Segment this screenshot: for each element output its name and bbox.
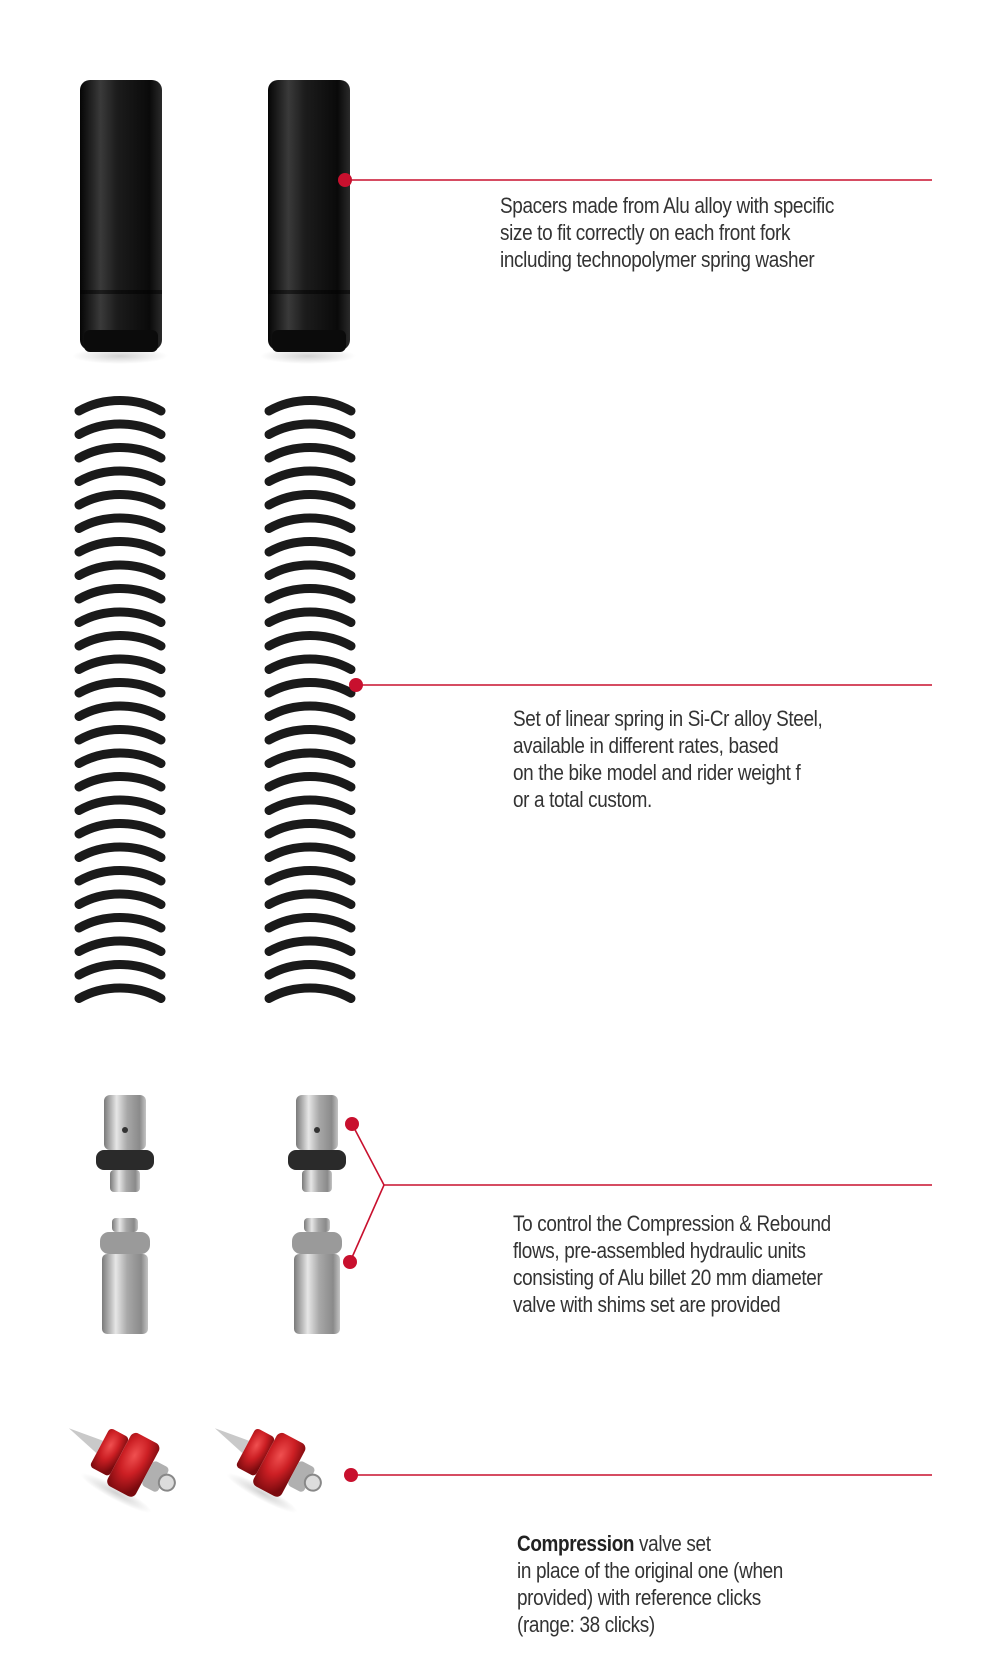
spring-coil xyxy=(269,965,351,976)
caption-line: Set of linear spring in Si-Cr alloy Steel, xyxy=(513,706,823,731)
caption-line: size to fit correctly on each front fork xyxy=(500,220,791,245)
hydraulic-valve-right xyxy=(288,1095,346,1334)
spring-coil xyxy=(79,518,161,529)
spring-coil xyxy=(269,988,351,999)
springs-caption xyxy=(513,705,822,813)
spring-coil xyxy=(79,941,161,952)
spring-coil xyxy=(269,471,351,482)
spring-left xyxy=(79,401,161,999)
spring-coil xyxy=(269,612,351,623)
caption-line: or a total custom. xyxy=(513,787,652,812)
spring-coil xyxy=(79,636,161,647)
caption-line: (range: 38 clicks) xyxy=(517,1612,655,1637)
spring-coil xyxy=(269,753,351,764)
spring-coil xyxy=(79,659,161,670)
spring-coil xyxy=(79,918,161,929)
spring-coil xyxy=(79,777,161,788)
spring-coil xyxy=(269,941,351,952)
spring-coil xyxy=(269,894,351,905)
spring-coil xyxy=(79,894,161,905)
spring-coil xyxy=(269,824,351,835)
spring-coil xyxy=(269,706,351,717)
spring-coil xyxy=(79,988,161,999)
spring-coil xyxy=(269,871,351,882)
spring-coil xyxy=(269,518,351,529)
spring-coil xyxy=(79,683,161,694)
spring-coil xyxy=(269,659,351,670)
spring-coil xyxy=(79,565,161,576)
spring-coil xyxy=(79,753,161,764)
hydraulic-caption xyxy=(513,1210,831,1318)
caption-line: consisting of Alu billet 20 mm diameter xyxy=(513,1265,823,1290)
spring-coil xyxy=(79,965,161,976)
spacer-left xyxy=(72,80,168,364)
spring-coil xyxy=(269,495,351,506)
spring-coil xyxy=(79,542,161,553)
spring-coil xyxy=(79,612,161,623)
caption-line: flows, pre-assembled hydraulic units xyxy=(513,1238,806,1263)
spring-coil xyxy=(79,871,161,882)
spacer-right xyxy=(260,80,356,364)
spring-coil xyxy=(79,401,161,412)
spring-coil xyxy=(269,730,351,741)
caption-line: including technopolymer spring washer xyxy=(500,247,815,272)
caption-bold-term: Compression xyxy=(517,1531,635,1556)
spring-coil xyxy=(79,424,161,435)
spring-coil xyxy=(269,401,351,412)
spring-coil xyxy=(269,424,351,435)
caption-line: To control the Compression & Rebound xyxy=(513,1211,831,1236)
spring-coil xyxy=(79,800,161,811)
spring-coil xyxy=(79,730,161,741)
caption-line: valve with shims set are provided xyxy=(513,1292,781,1317)
spring-coil xyxy=(269,918,351,929)
caption-line: available in different rates, based xyxy=(513,733,779,758)
compression-adjuster-left xyxy=(49,1404,188,1522)
spring-coil xyxy=(79,706,161,717)
hydraulic-valve-left xyxy=(96,1095,154,1334)
spring-coil xyxy=(79,824,161,835)
spring-right xyxy=(269,401,351,999)
callout-springs xyxy=(349,678,932,692)
caption-line: provided) with reference clicks xyxy=(517,1585,761,1610)
spring-coil xyxy=(79,448,161,459)
callout-spacers xyxy=(338,173,932,187)
caption-line: in place of the original one (when xyxy=(517,1558,783,1583)
spring-coil xyxy=(269,777,351,788)
compression-caption xyxy=(517,1530,783,1638)
spring-coil xyxy=(79,471,161,482)
caption-text: valve set xyxy=(634,1531,711,1556)
spring-coil xyxy=(269,636,351,647)
spacers-caption xyxy=(500,192,834,273)
spring-coil xyxy=(269,589,351,600)
spring-coil xyxy=(79,589,161,600)
spring-coil xyxy=(269,565,351,576)
spring-coil xyxy=(269,448,351,459)
compression-adjuster-right xyxy=(195,1404,334,1522)
spring-coil xyxy=(269,683,351,694)
caption-line: on the bike model and rider weight f xyxy=(513,760,801,785)
spring-coil xyxy=(79,847,161,858)
spring-coil xyxy=(269,542,351,553)
callout-compression xyxy=(344,1468,932,1482)
spring-coil xyxy=(269,800,351,811)
spring-coil xyxy=(79,495,161,506)
spring-coil xyxy=(269,847,351,858)
caption-line: Spacers made from Alu alloy with specific xyxy=(500,193,834,218)
caption-line xyxy=(517,1530,783,1557)
